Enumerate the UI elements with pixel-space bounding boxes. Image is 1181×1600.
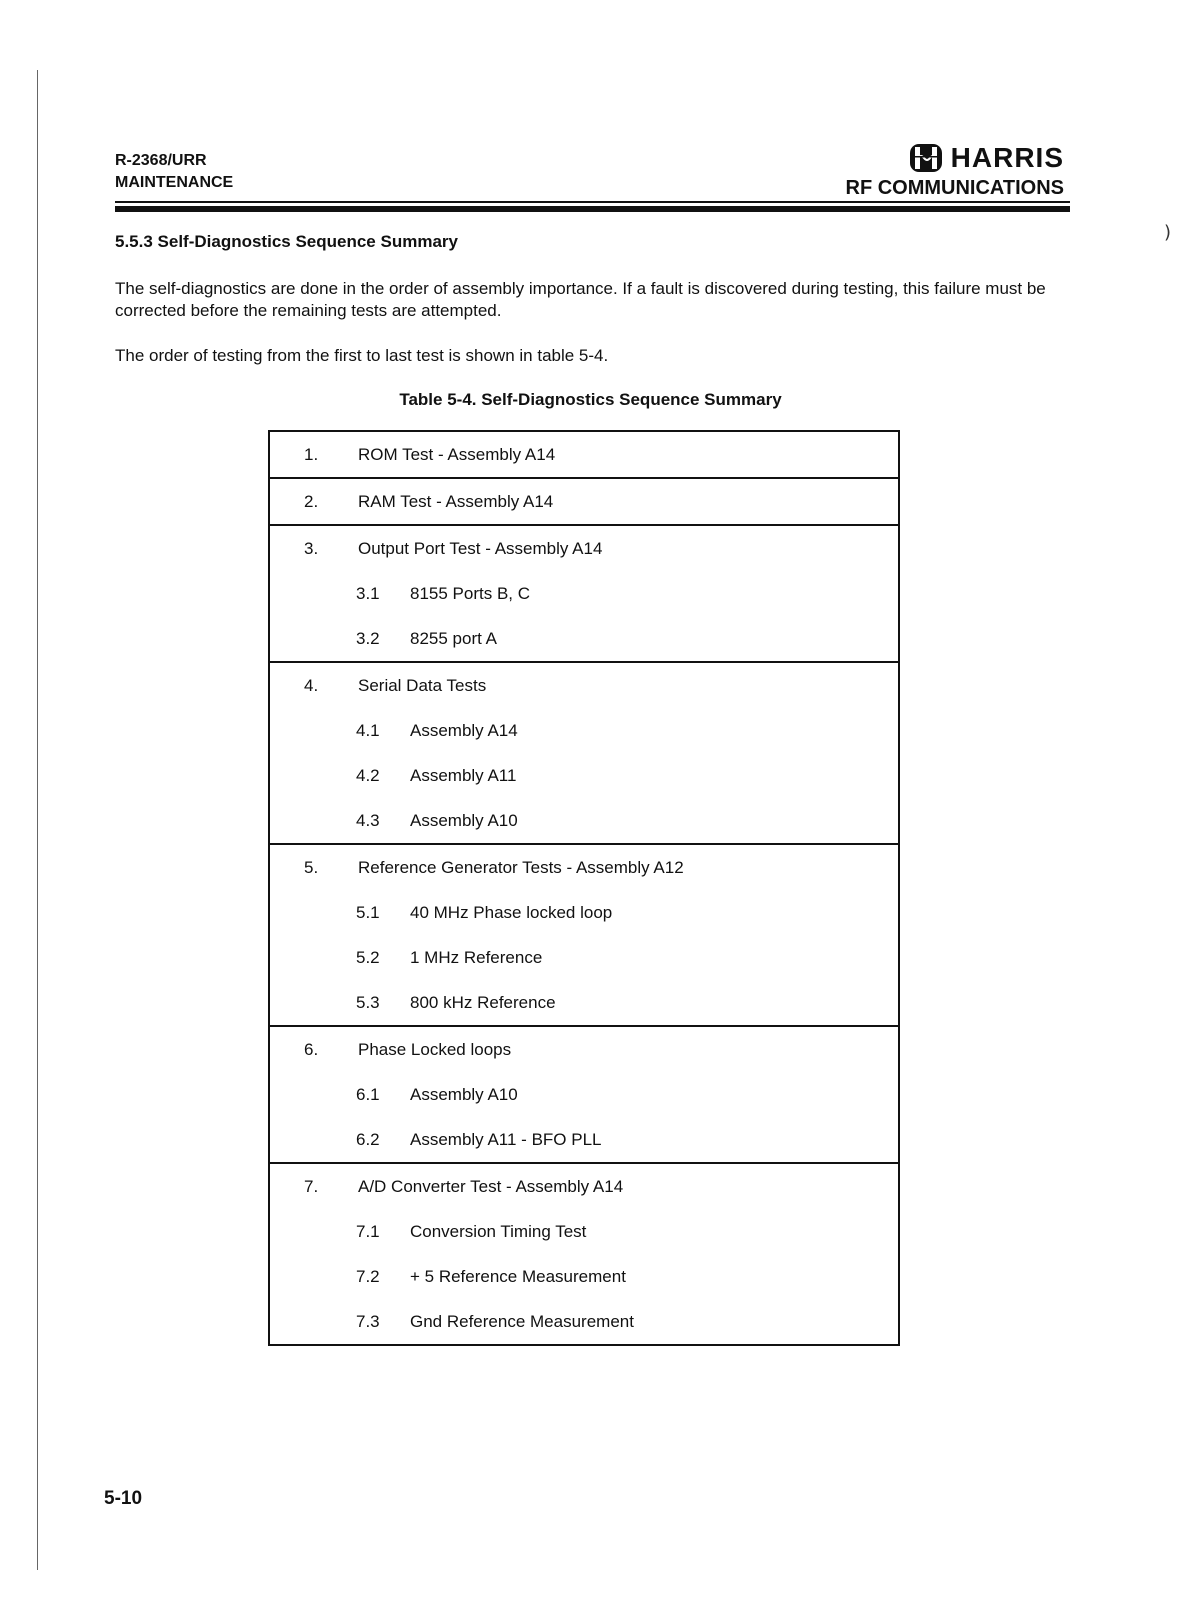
table-subrow <box>270 798 898 843</box>
subtest-label: 8155 Ports B, C <box>410 583 531 603</box>
test-number: 4. <box>304 675 319 695</box>
subtest-number: 3.1 <box>356 583 380 603</box>
subtest-label: Assembly A14 <box>410 720 518 740</box>
doc-id: R-2368/URR <box>115 152 207 169</box>
subtest-number: 7.1 <box>356 1221 380 1241</box>
subtest-number: 4.3 <box>356 810 380 830</box>
subtest-label: Conversion Timing Test <box>410 1221 587 1241</box>
subtest-label: + 5 Reference Measurement <box>410 1266 626 1286</box>
page-number: 5-10 <box>104 1488 143 1509</box>
test-number: 1. <box>304 444 319 464</box>
table-group <box>270 661 898 843</box>
table-row <box>270 663 898 708</box>
test-label: Output Port Test - Assembly A14 <box>358 538 603 558</box>
table-subrow <box>270 708 898 753</box>
table-group <box>270 477 898 524</box>
section-title: 5.5.3 Self-Diagnostics Sequence Summary <box>115 232 458 251</box>
doc-section: MAINTENANCE <box>115 174 234 191</box>
subtest-number: 5.1 <box>356 902 380 922</box>
table-caption: Table 5-4. Self-Diagnostics Sequence Summary <box>399 390 782 409</box>
subtest-label: 800 kHz Reference <box>410 992 556 1012</box>
subtest-label: Gnd Reference Measurement <box>410 1311 634 1331</box>
test-label: Reference Generator Tests - Assembly A12 <box>358 857 684 877</box>
subtest-label: Assembly A10 <box>410 810 518 830</box>
header-rule-thin <box>115 201 1070 203</box>
subtest-label: 1 MHz Reference <box>410 947 543 967</box>
subtest-number: 4.2 <box>356 765 380 785</box>
scan-edge-line <box>37 70 38 1570</box>
table-group <box>270 432 898 477</box>
subtest-number: 4.1 <box>356 720 380 740</box>
test-label: ROM Test - Assembly A14 <box>358 444 556 464</box>
table-subrow <box>270 571 898 616</box>
table-subrow <box>270 980 898 1025</box>
subtest-number: 7.2 <box>356 1266 380 1286</box>
table-subrow <box>270 1299 898 1344</box>
table-row <box>270 479 898 524</box>
subtest-number: 5.3 <box>356 992 380 1012</box>
test-label: RAM Test - Assembly A14 <box>358 491 554 511</box>
table-row <box>270 1027 898 1072</box>
table-subrow <box>270 1254 898 1299</box>
brand-subtitle: RF COMMUNICATIONS <box>845 177 1064 199</box>
table-row <box>270 526 898 571</box>
subtest-label: 40 MHz Phase locked loop <box>410 902 613 922</box>
table-group <box>270 524 898 661</box>
table-subrow <box>270 616 898 661</box>
test-number: 6. <box>304 1039 319 1059</box>
table-subrow <box>270 890 898 935</box>
subtest-number: 6.1 <box>356 1084 380 1104</box>
test-label: A/D Converter Test - Assembly A14 <box>358 1176 624 1196</box>
table-subrow <box>270 935 898 980</box>
intro-paragraph: The self-diagnostics are done in the order of assembly importance. If a fault is discovered during testing, this failure must be corrected before the remaining tests are attempted. <box>115 279 1046 320</box>
sequence-table <box>268 430 900 1346</box>
brand-header <box>846 143 1065 201</box>
scan-mark: ) <box>1164 222 1172 243</box>
subtest-number: 7.3 <box>356 1311 380 1331</box>
table-row <box>270 845 898 890</box>
harris-logo-icon <box>909 143 943 173</box>
subtest-label: 8255 port A <box>410 628 497 648</box>
test-label: Serial Data Tests <box>358 675 487 695</box>
table-group <box>270 843 898 1025</box>
table-subrow <box>270 1209 898 1254</box>
test-number: 3. <box>304 538 319 558</box>
document-header <box>115 150 233 194</box>
brand-row <box>846 143 1065 173</box>
table-group <box>270 1162 898 1344</box>
subtest-label: Assembly A10 <box>410 1084 518 1104</box>
subtest-label: Assembly A11 <box>410 765 517 785</box>
table-group <box>270 1025 898 1162</box>
test-number: 5. <box>304 857 319 877</box>
subtest-number: 6.2 <box>356 1129 380 1149</box>
subtest-number: 5.2 <box>356 947 380 967</box>
table-subrow <box>270 753 898 798</box>
table-row <box>270 432 898 477</box>
table-subrow <box>270 1117 898 1162</box>
subtest-number: 3.2 <box>356 628 380 648</box>
test-label: Phase Locked loops <box>358 1039 512 1059</box>
test-number: 7. <box>304 1176 319 1196</box>
order-paragraph: The order of testing from the first to last test is shown in table 5-4. <box>115 346 609 365</box>
subtest-label: Assembly A11 - BFO PLL <box>410 1129 602 1149</box>
table-subrow <box>270 1072 898 1117</box>
test-number: 2. <box>304 491 319 511</box>
brand-name: HARRIS <box>950 142 1064 173</box>
header-rule-thick <box>115 206 1070 212</box>
table-row <box>270 1164 898 1209</box>
